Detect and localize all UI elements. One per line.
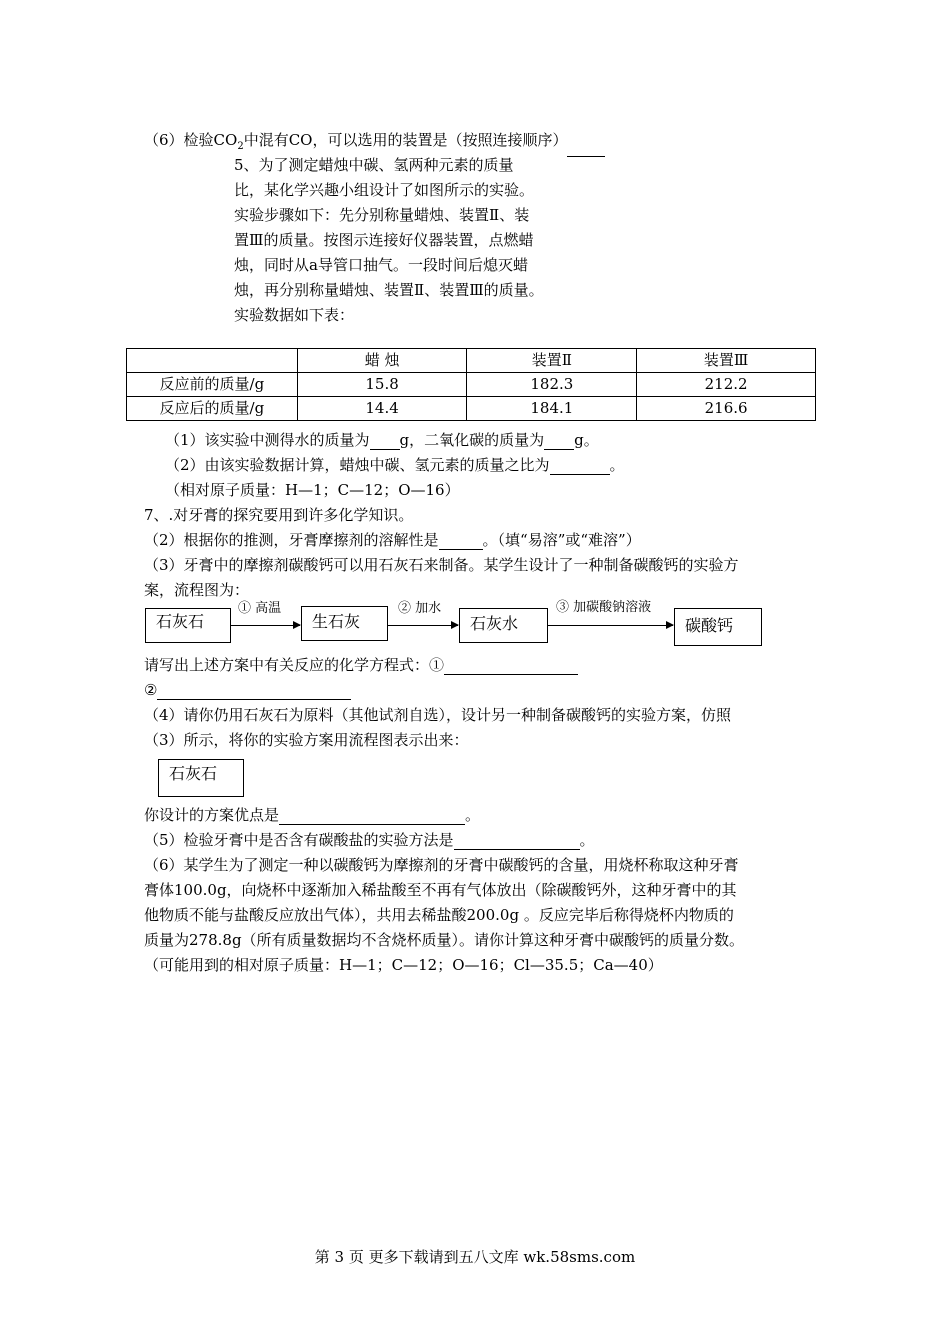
q7-part3-line1: （3）牙膏中的摩擦剂碳酸钙可以用石灰石来制备。某学生设计了一种制备碳酸钙的实验方 — [144, 556, 739, 574]
table-cell: 184.1 — [467, 397, 637, 421]
flow-box-limewater: 石灰水 — [459, 608, 548, 643]
flow-box-limestone: 石灰石 — [145, 608, 231, 643]
table-header-cell — [127, 349, 298, 373]
equation-2-blank[interactable] — [157, 683, 351, 700]
solubility-blank[interactable] — [439, 533, 483, 550]
ratio-blank[interactable] — [550, 458, 610, 475]
q5-line-6: 烛，再分别称量蜡烛、装置Ⅱ、装置Ⅲ的质量。 — [234, 281, 544, 299]
q7-equation-1: 请写出上述方案中有关反应的化学方程式：① — [144, 655, 578, 675]
q7-title: 7、.对牙膏的探究要用到许多化学知识。 — [144, 506, 414, 524]
table-header-cell: 装置Ⅲ — [637, 349, 816, 373]
q5-line-5: 烛，同时从a导管口抽气。一段时间后熄灭蜡 — [234, 256, 528, 274]
table-cell: 15.8 — [297, 373, 467, 397]
q7-equation-2: ② — [144, 680, 351, 700]
answer-blank[interactable] — [567, 140, 605, 157]
experiment-data-table — [126, 348, 816, 421]
q5-line-1: 5、为了测定蜡烛中碳、氢两种元素的质量 — [234, 156, 514, 174]
table-header-cell: 装置Ⅱ — [467, 349, 637, 373]
table-cell: 212.2 — [637, 373, 816, 397]
q7-part2: （2）根据你的推测，牙膏摩擦剂的溶解性是 。（填“易溶”或“难溶”） — [144, 531, 641, 549]
q7-part4-line2: （3）所示，将你的实验方案用流程图表示出来： — [144, 731, 469, 749]
row-label: 反应后的质量/g — [127, 397, 298, 421]
q7-advantage: 你设计的方案优点是 。 — [144, 806, 481, 824]
q5-line-3: 实验步骤如下：先分别称量蜡烛、装置Ⅱ、装 — [234, 206, 530, 224]
q7-part6-line2: 膏体100.0g，向烧杯中逐渐加入稀盐酸至不再有气体放出（除碳酸钙外，这种牙膏中的其 — [144, 881, 737, 899]
q5-line-4: 置Ⅲ的质量。按图示连接好仪器装置，点燃蜡 — [234, 231, 534, 249]
flow-box-calcium-carbonate: 碳酸钙 — [674, 608, 762, 646]
table-cell: 216.6 — [637, 397, 816, 421]
flow-label-1: ① 高温 — [238, 601, 282, 616]
flow2-box-limestone: 石灰石 — [158, 759, 244, 797]
q7-part6-line1: （6）某学生为了测定一种以碳酸钙为摩擦剂的牙膏中碳酸钙的含量，用烧杯称取这种牙膏 — [144, 856, 739, 874]
q5-sub2: （2）由该实验数据计算，蜡烛中碳、氢元素的质量之比为 。 — [165, 456, 625, 474]
q5-line-7: 实验数据如下表： — [234, 306, 355, 324]
q7-part4-line1: （4）请你仍用石灰石为原料（其他试剂自选），设计另一种制备碳酸钙的实验方案，仿照 — [144, 706, 732, 724]
q7-part6-line3: 他物质不能与盐酸反应放出气体），共用去稀盐酸200.0g 。反应完毕后称得烧杯内物质的 — [144, 906, 734, 924]
page-footer: 第 3 页 更多下载请到五八文库 wk.58sms.com — [314, 1248, 636, 1266]
flow-arrow-3 — [548, 625, 673, 626]
equation-1-blank[interactable] — [444, 658, 578, 675]
flow-box-quicklime: 生石灰 — [301, 606, 388, 641]
row-label: 反应前的质量/g — [127, 373, 298, 397]
flow-arrow-2 — [388, 625, 458, 626]
table-header-cell: 蜡 烛 — [297, 349, 467, 373]
table-row — [127, 373, 816, 397]
q5-line-2: 比，某化学兴趣小组设计了如图所示的实验。 — [234, 181, 535, 199]
co2-mass-blank[interactable] — [544, 433, 574, 450]
table-row — [127, 397, 816, 421]
q7-part5: （5）检验牙膏中是否含有碳酸盐的实验方法是 。 — [144, 831, 595, 849]
q7-part6-line5: （可能用到的相对原子质量：H—1；C—12；O—16；Cl—35.5；Ca—40） — [144, 956, 663, 974]
flow-label-2: ② 加水 — [398, 601, 442, 616]
table-header-row — [127, 349, 816, 373]
table-cell: 14.4 — [297, 397, 467, 421]
flow-arrow-1 — [231, 625, 300, 626]
q7-part6-line4: 质量为278.8g（所有质量数据均不含烧杯质量）。请你计算这种牙膏中碳酸钙的质量分数。 — [144, 931, 745, 949]
table-cell: 182.3 — [467, 373, 637, 397]
q5-atomic-masses: （相对原子质量：H—1；C—12；O—16） — [165, 481, 460, 499]
flow-label-3: ③ 加碳酸钠溶液 — [556, 600, 652, 615]
advantage-blank[interactable] — [279, 808, 465, 825]
water-mass-blank[interactable] — [370, 433, 400, 450]
q6-co-question: （6）检验$CO_2$中混有CO，可以选用的装置是（按照连接顺序） — [144, 130, 605, 150]
q7-part3-line2: 案，流程图为： — [144, 581, 250, 599]
method-blank[interactable] — [454, 833, 580, 850]
q5-sub1: （1）该实验中测得水的质量为 g，二氧化碳的质量为 g。 — [165, 431, 599, 449]
